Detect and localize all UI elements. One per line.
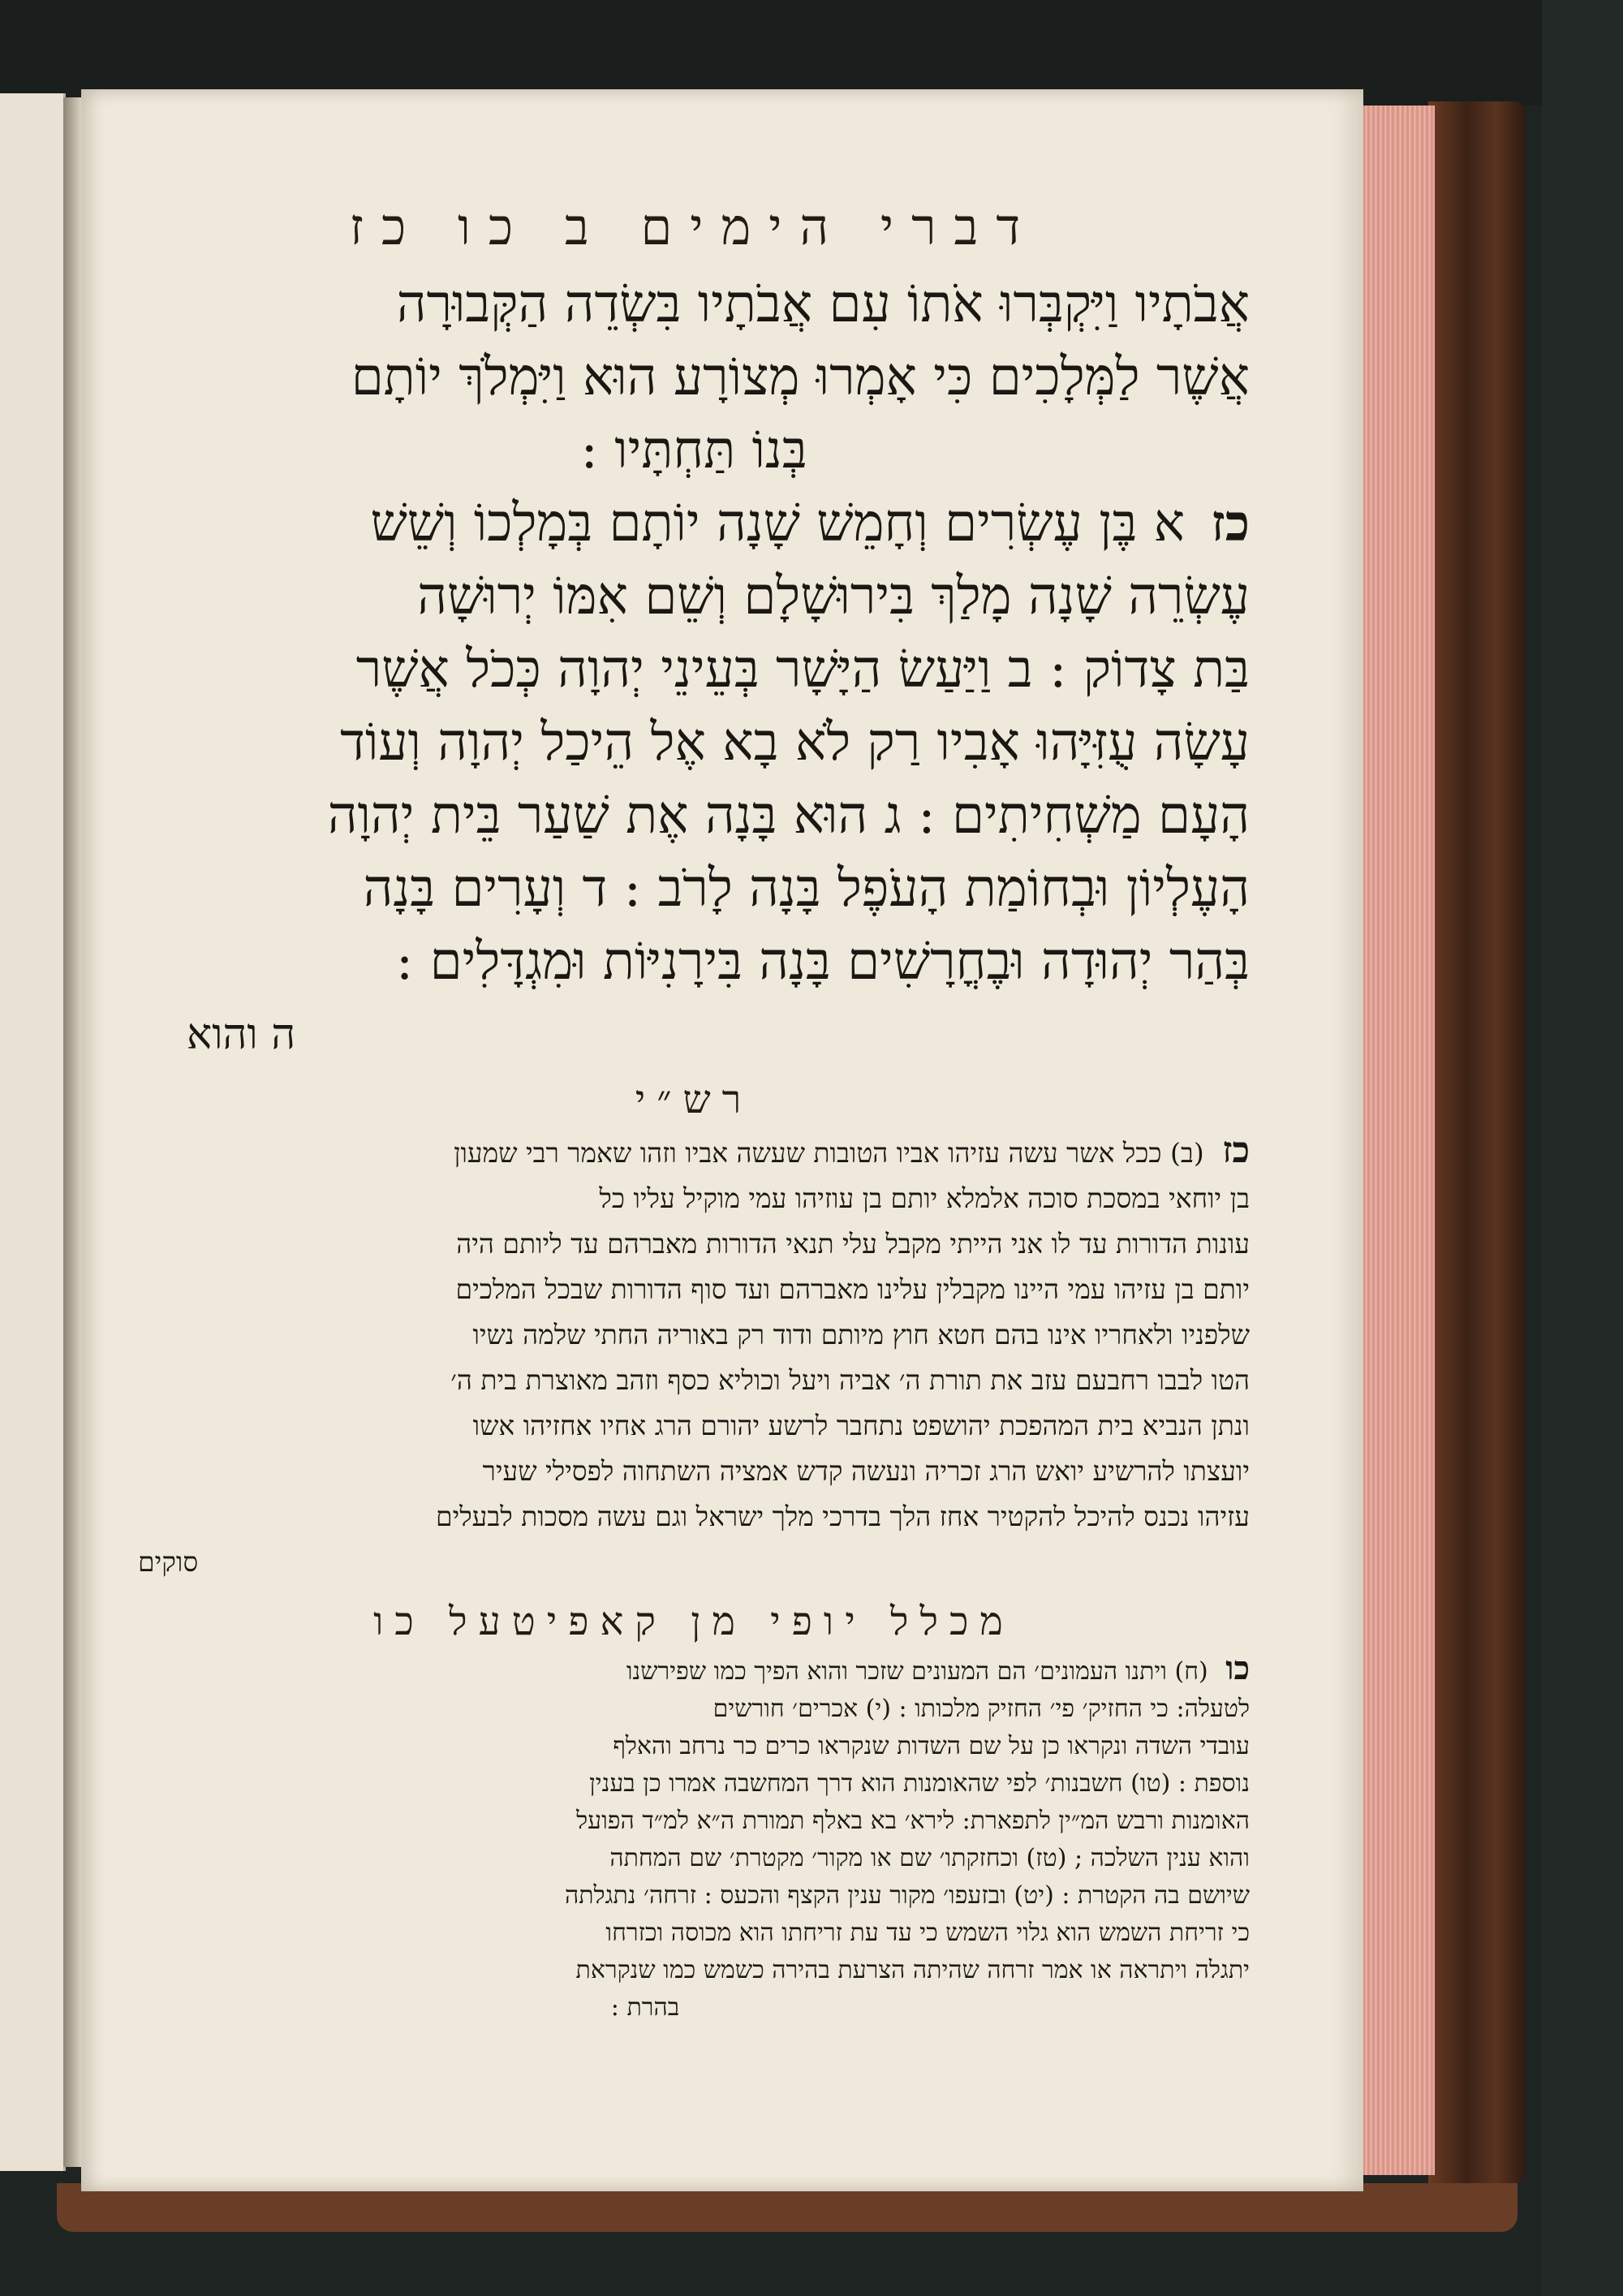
metzudot-line: עובדי השדה ונקראו כן על שם השדות שנקראו כרים כר נרחב והאלף xyxy=(613,1732,1250,1760)
bible-line: א בֶּן עֶשְׂרִים וְחָמֵשׁ שָׁנָה יוֹתָם בְּמָלְכוֹ וְשֵׁשׁ xyxy=(370,493,1186,554)
bible-line: אֲשֶׁר לַמְּלָכִים כִּי אָמְרוּ מְצוֹרָע הוּא וַיִּמְלֹךְ יוֹתָם xyxy=(351,347,1250,407)
rashi-tail-text: סוקים xyxy=(138,1546,199,1578)
red-page-edges xyxy=(1357,106,1435,2175)
bible-line: בְּנוֹ תַּחְתָּיו : xyxy=(580,420,807,480)
metzudot-commentary xyxy=(138,1650,1250,2027)
rashi-line: בן יוחאי במסכת סוכה אלמלא יותם בן עוזיהו עמי מוקיל עליו כל xyxy=(599,1182,1250,1214)
rashi-line: עונות הדורות עד לו אני הייתי מקבל עלי תנאי הדורות מאברהם עד ליותם היה xyxy=(456,1228,1250,1260)
bible-text xyxy=(138,268,1250,1071)
rashi-line: יותם בן עזיהו עמי היינו מקבלין עלינו מאברהם ועד סוף הדורות שבכל המלכים xyxy=(455,1273,1250,1305)
chapter-marker: כז xyxy=(1211,493,1250,553)
rashi-title: רש״י xyxy=(635,1077,753,1122)
metzudot-tail: בהרת : xyxy=(610,1993,680,2022)
metzudot-title: מכלל יופי מן קאפיטעל כו xyxy=(373,1599,1014,1644)
metzudot-line: יתגלה ויתראה או אמר זרחה שהיתה הצרעת בהירה כשמש כמו שנקראת xyxy=(575,1956,1250,1984)
metzudot-line: האומנות ורבש המ״ין לתפארת: לירא׳ בא באלף תמורת ה״א למ״ד הפועל xyxy=(576,1807,1250,1835)
bible-line: בְּהַר יְהוּדָה וּבֶחֳרָשִׁים בָּנָה בִּירָנִיּוֹת וּמִגְדָּלִים : xyxy=(395,932,1250,992)
rashi-line: ונתן הנביא בית המהפכת יהושפט נתחבר לרשע יהורם הרג אחיו אחזיהו אשו xyxy=(472,1410,1250,1441)
bible-line: בַּת צָדוֹק : ב וַיַּעַשׂ הַיָּשָׁר בְּעֵינֵי יְהוָה כְּכֹל אֲשֶׁר xyxy=(355,640,1250,700)
bible-line: הָעָם מַשְׁחִיתִים : ג הוּא בָּנָה אֶת שַׁעַר בֵּית יְהוָה xyxy=(327,786,1250,846)
bible-line-with-chapter xyxy=(138,487,1250,560)
rashi-line: (ב) ככל אשר עשה עזיהו אביו הטובות שעשה אביו וזהו שאמר רבי שמעון xyxy=(454,1137,1204,1169)
dark-background-right xyxy=(1542,0,1623,2296)
metzudot-line-with-chapter xyxy=(138,1650,1250,1691)
left-page-edge xyxy=(0,93,66,2171)
rashi-line: עזיהו נכנס להיכל להקטיר אחז הלך בדרכי מלך ישראל וגם עשה מסכות לבעלים xyxy=(436,1501,1250,1532)
bible-line: עֶשְׂרֵה שָׁנָה מָלַךְ בִּירוּשָׁלָם וְשֵׁם אִמּוֹ יְרוּשָׁה xyxy=(417,566,1250,627)
rashi-line: שלפניו ולאחריו אינו בהם חטא חוץ מיותם ודוד רק באוריה החתי שלמה נשיו xyxy=(472,1319,1250,1350)
metzudot-line: נוספת : (טו) חשבנות׳ לפי שהאומנות הוא דרך המחשבה אמרו כן בענין xyxy=(589,1769,1250,1798)
book-gutter xyxy=(63,97,81,2167)
metzudot-line: לטעלה: כי החזיק׳ פי׳ החזיק מלכותו : (י) אכרים׳ חורשים xyxy=(712,1695,1250,1723)
rashi-line: יועצתו להרשיע יואש הרג זכריה ונעשה קדש אמציה השתחוה לפסילי שעיר xyxy=(482,1455,1250,1487)
metzudot-line: והוא ענין השלכה ; (טז) וכחזקתו׳ שם או מקור׳ מקטרת׳ שם המחתה xyxy=(609,1844,1250,1872)
rashi-commentary xyxy=(138,1128,1250,1585)
catchword xyxy=(138,998,1250,1071)
leather-cover xyxy=(1428,101,1526,2183)
bible-line: הָעֶלְיוֹן וּבְחוֹמַת הָעֹפֶל בָּנָה לָרֹב : ד וְעָרִים בָּנָה xyxy=(363,859,1250,919)
rashi-tail xyxy=(138,1540,1250,1585)
running-head: דברי הימים ב כו כז xyxy=(349,197,1039,256)
rashi-line-with-chapter xyxy=(138,1128,1250,1176)
bible-line: אֲבֹתָיו וַיִּקְבְּרוּ אֹתוֹ עִם אֲבֹתָיו בִּשְׂדֵה הַקְּבוּרָה xyxy=(396,274,1250,334)
metzudot-line: (ח) ויתנו העמונים׳ הם המעונים שזכר והוא הפיך כמו שפירשנו xyxy=(626,1657,1208,1686)
rashi-chapter-marker: כז xyxy=(1222,1130,1250,1171)
metzudot-chapter-marker: כו xyxy=(1225,1650,1250,1687)
metzudot-line: כי זריחת השמש הוא גלוי השמש כי עד עת זריחתו הוא מכוסה וכזרחו xyxy=(605,1919,1250,1947)
page-content xyxy=(138,187,1250,2094)
rashi-line: הטו לבבו רחבעם עזב את תורת ה׳ אביה ויעל וכוליא כסף וזהב מאוצרת בית ה׳ xyxy=(450,1364,1250,1396)
printed-page xyxy=(81,89,1363,2191)
catchword-text: ה והוא xyxy=(187,1010,296,1059)
bible-line: עָשָׂה עֻזִּיָּהוּ אָבִיו רַק לֹא בָא אֶל הֵיכַל יְהוָה וְעוֹד xyxy=(340,713,1250,773)
metzudot-line: שיושם בה הקטרת : (יט) ובזעפו׳ מקור ענין הקצף והכעס : זרחה׳ נתגלתה xyxy=(564,1881,1250,1910)
